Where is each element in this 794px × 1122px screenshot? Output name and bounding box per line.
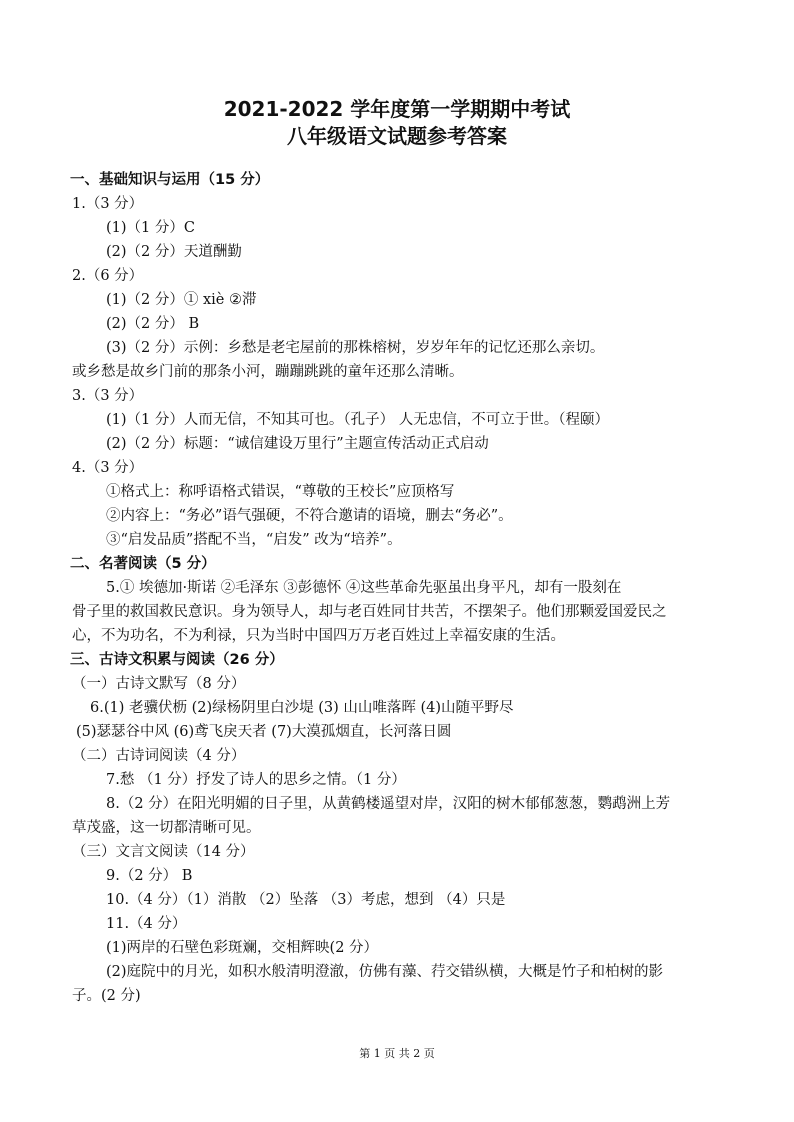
answer-11-1: (1)两岸的石壁色彩斑斓，交相辉映(2 分）: [106, 940, 379, 956]
exam-subtitle: 八年级语文试题参考答案: [287, 124, 507, 148]
question-3-header: 3.（3 分）: [72, 388, 144, 404]
answer-10: 10.（4 分）（1）消散 （2）坠落 （3）考虑，想到 （4）只是: [106, 892, 506, 908]
answer-5: 5.① 埃德加·斯诺 ②毛泽东 ③彭德怀 ④这些革命先驱虽出身平凡，却有一股刻在: [106, 580, 622, 596]
answer-2-2: (2)（2 分） B: [106, 316, 200, 332]
answer-5-continued-1: 骨子里的救国救民意识。身为领导人，却与老百姓同甘共苦，不摆架子。他们那颗爱国爱民之: [72, 604, 667, 620]
answer-6-line-2: (5)瑟瑟谷中风 (6)鸢飞戾天者 (7)大漠孤烟直，长河落日圆: [76, 724, 452, 740]
subsection-poem-reading: （二）古诗词阅读（4 分）: [72, 748, 246, 764]
answer-11-2-continued: 子。(2 分): [72, 988, 141, 1004]
answer-7: 7.愁 （1 分）抒发了诗人的思乡之情。（1 分）: [106, 772, 406, 788]
question-2-header: 2.（6 分）: [72, 268, 144, 284]
answer-3-1: (1)（1 分）人而无信，不知其可也。（孔子） 人无忠信，不可立于世。（程颐）: [106, 412, 609, 428]
subsection-dictation: （一）古诗文默写（8 分）: [72, 676, 246, 692]
answer-4-1: ①格式上：称呼语格式错误，“尊敬的王校长”应顶格写: [106, 484, 455, 500]
answer-2-3: (3)（2 分）示例：乡愁是老宅屋前的那株榕树，岁岁年年的记忆还那么亲切。: [106, 340, 605, 356]
answer-8: 8.（2 分）在阳光明媚的日子里，从黄鹤楼遥望对岸，汉阳的树木郁郁葱葱，鹦鹉洲上芳: [106, 796, 671, 812]
section-heading-classics: 二、名著阅读（5 分）: [70, 556, 216, 572]
answer-1-1: (1)（1 分）C: [106, 220, 195, 236]
answer-6-line-1: 6.(1) 老骥伏枥 (2)绿杨阴里白沙堤 (3) 山山唯落晖 (4)山随平野尽: [90, 700, 514, 716]
answer-4-2: ②内容上：“务必”语气强硬，不符合邀请的语境，删去“务必”。: [106, 508, 513, 524]
answer-2-3-continued: 或乡愁是故乡门前的那条小河，蹦蹦跳跳的童年还那么清晰。: [72, 364, 464, 380]
question-1-header: 1.（3 分）: [72, 196, 144, 212]
answer-8-continued: 草茂盛，这一切都清晰可见。: [72, 820, 261, 836]
answer-1-2: (2)（2 分）天道酬勤: [106, 244, 242, 260]
section-heading-poetry: 三、古诗文积累与阅读（26 分）: [70, 652, 284, 668]
answer-5-continued-2: 心，不为功名，不为利禄，只为当时中国四万万老百姓过上幸福安康的生活。: [72, 628, 565, 644]
answer-4-3: ③“启发品质”搭配不当，“启发” 改为“培养”。: [106, 532, 402, 548]
question-4-header: 4.（3 分）: [72, 460, 144, 476]
answer-2-1: (1)（2 分）① xiè ②滞: [106, 292, 257, 308]
answer-11-2: (2)庭院中的月光，如积水般清明澄澈，仿佛有藻、荇交错纵横，大概是竹子和柏树的影: [106, 964, 664, 980]
subsection-classical-prose: （三）文言文阅读（14 分）: [72, 844, 255, 860]
question-11-header: 11.（4 分）: [106, 916, 187, 932]
exam-title: 2021-2022 学年度第一学期期中考试: [223, 97, 571, 121]
answer-9: 9.（2 分） B: [106, 868, 193, 884]
answer-3-2: (2)（2 分）标题：“诚信建设万里行”主题宣传活动正式启动: [106, 436, 489, 452]
page-number-footer: 第 1 页 共 2 页: [359, 1047, 435, 1060]
section-heading-basics: 一、基础知识与运用（15 分）: [70, 172, 270, 188]
